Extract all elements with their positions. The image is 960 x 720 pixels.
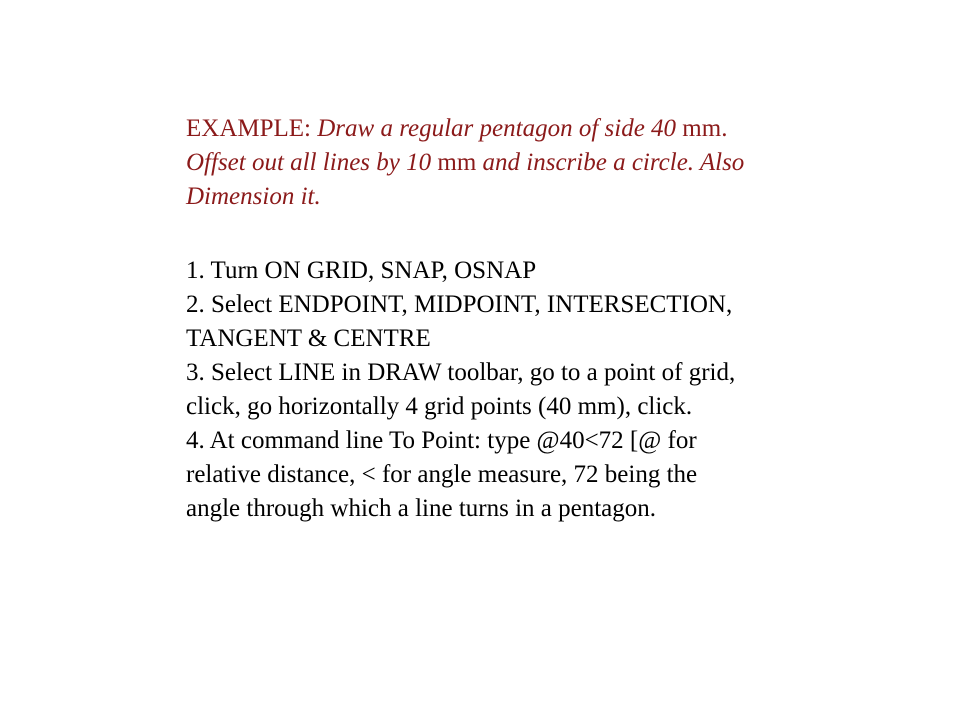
step-line: TANGENT & CENTRE	[186, 325, 431, 352]
example-text-segment: Dimension it.	[186, 183, 321, 210]
example-text-segment: Draw a regular pentagon of side 40	[317, 115, 683, 142]
steps-block	[186, 254, 926, 526]
example-text-segment: and inscribe a circle. Also	[476, 149, 745, 176]
slide-content	[186, 112, 926, 526]
step-line: 4. At command line To Point: type @40<72 [@ for	[186, 427, 697, 454]
step-line: 2. Select ENDPOINT, MIDPOINT, INTERSECTION,	[186, 291, 733, 318]
example-line-2	[186, 146, 926, 180]
example-label: EXAMPLE:	[186, 115, 318, 142]
step-line: 1. Turn ON GRID, SNAP, OSNAP	[186, 257, 537, 284]
example-text-segment: Offset out all lines by 10	[186, 149, 438, 176]
example-line-3	[186, 180, 926, 214]
example-block	[186, 112, 926, 214]
step-line: click, go horizontally 4 grid points (40 mm), click.	[186, 393, 693, 420]
example-unit: mm.	[682, 115, 728, 142]
step-line: 3. Select LINE in DRAW toolbar, go to a point of grid,	[186, 359, 736, 386]
step-line: angle through which a line turns in a pentagon.	[186, 495, 657, 522]
example-line-1	[186, 112, 926, 146]
example-unit: mm	[437, 149, 477, 176]
step-line: relative distance, < for angle measure, 72 being the	[186, 461, 698, 488]
